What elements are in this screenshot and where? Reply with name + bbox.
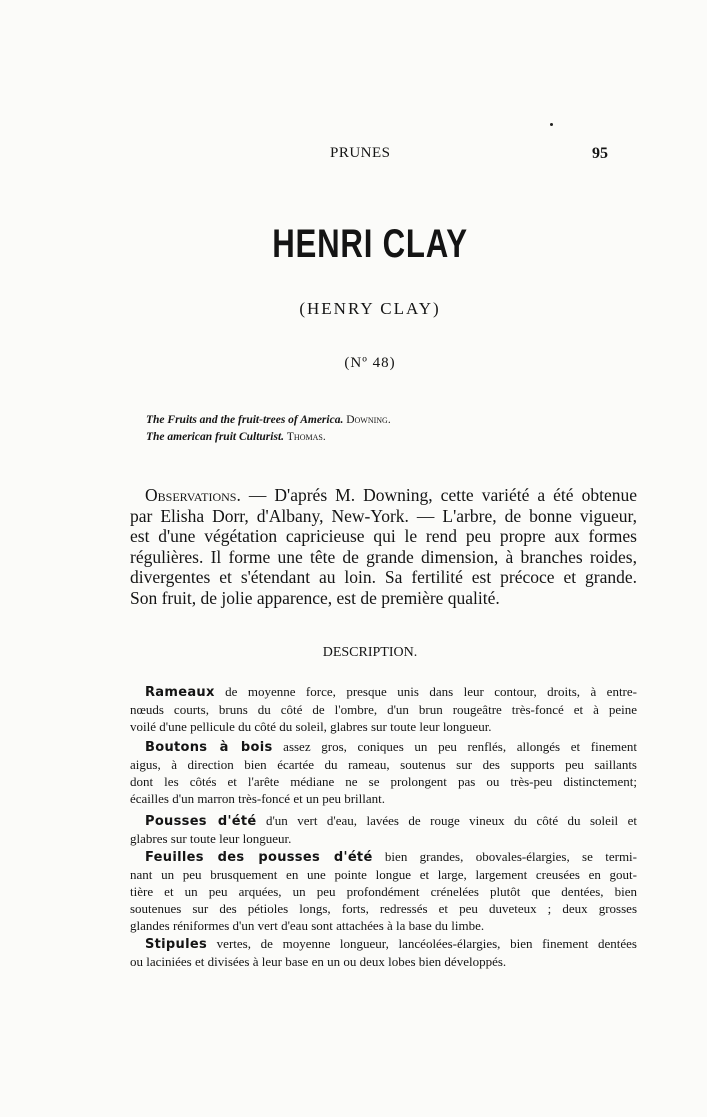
entry-term: Pousses d'été [145,814,257,829]
description-heading: DESCRIPTION. [322,645,418,660]
text-line: aigus, à direction bien écartée du rameau, soutenus sur des supports peu saillants [130,757,637,772]
text-line: Son fruit, de jolie apparence, est de première qualité. [130,587,500,608]
text: bien grandes, obovales-élargies, se termi- [372,849,637,864]
text-line: glabres sur toute leur longueur. [130,831,292,846]
reference [146,412,391,429]
text-line: voilé d'une pellicule du côté du soleil, glabres sur toute leur longueur. [130,719,492,734]
reference [146,429,391,446]
page-title: HENRI CLAY [272,222,468,266]
text: assez gros, coniques un peu renflés, allongés et finement [272,739,637,754]
page-number: 95 [592,145,608,162]
reference-author: Downing. [346,414,391,426]
description-entry [130,738,637,807]
text-line [130,935,637,953]
variety-number: (Nº 48) [344,355,396,371]
running-title: PRUNES [330,145,391,161]
text: vertes, de moyenne longueur, lancéolées-élargies, bien finement dentées [207,936,637,951]
references [146,412,391,446]
text-line: nant un peu brusquement en une pointe longue et large, largement creusées en gout- [130,867,637,882]
text: — D'aprés M. Downing, cette variété a été obtenue [240,485,637,505]
entry-term: Feuilles des pousses d'été [145,850,373,865]
text-line [130,683,637,701]
text: d'un vert d'eau, lavées de rouge vineux du côté du soleil et [256,813,637,828]
text-line [130,812,637,830]
entry-term: Rameaux [145,685,215,700]
text-line [130,738,637,756]
text-line: glandes réniformes d'un vert d'eau sont attachées à la base du limbe. [130,918,485,933]
description-entry [130,935,637,970]
text-line [130,848,637,866]
text-line: ou laciniées et divisées à leur base en un ou deux lobes bien développés. [130,954,507,969]
description-entry [130,812,637,847]
observations-paragraph [130,485,637,608]
text-line: par Elisha Dorr, d'Albany, New-York. — L'arbre, de bonne vigueur, [130,505,637,526]
text-line: est d'une végétation capricieuse qui le rend peu propre aux formes [130,526,637,546]
entry-term: Stipules [145,937,208,952]
text-line: régulières. Il forme une tête de grande dimension, à branches roides, [130,546,637,567]
description-entry [130,683,637,735]
reference-author: Thomas. [286,431,326,443]
text-line: soutenues sur des pétioles longs, forts, redressés et peu duveteux ; deux grosses [130,901,637,916]
text-line: dont les côtés et l'arête médiane ne se prolongent pas ou très-peu distinctement; [130,774,637,789]
text-line: écailles d'un marron très-foncé et un peu brillant. [130,791,386,806]
text: de moyenne force, presque unis dans leur contour, droits, à entre- [214,684,637,699]
scan-speck [550,123,553,126]
page-subtitle: (HENRY CLAY) [299,299,441,318]
entry-term: Boutons à bois [145,740,273,755]
reference-work: The Fruits and the fruit-trees of America. [146,414,344,426]
reference-work: The american fruit Culturist. [146,431,285,443]
text-line: divergentes et s'étendant au loin. Sa fertilité est précoce et grande. [130,567,637,587]
text-line: nœuds courts, bruns du côté de l'ombre, d'un brun rougeâtre très-foncé et à peine [130,702,637,717]
text-line [130,485,637,506]
text-line: tière et un peu arquées, un peu profondément crénelées plutôt que dentées, bien [130,884,637,899]
description-entry [130,848,637,934]
observations-label: Observations. [145,485,241,505]
